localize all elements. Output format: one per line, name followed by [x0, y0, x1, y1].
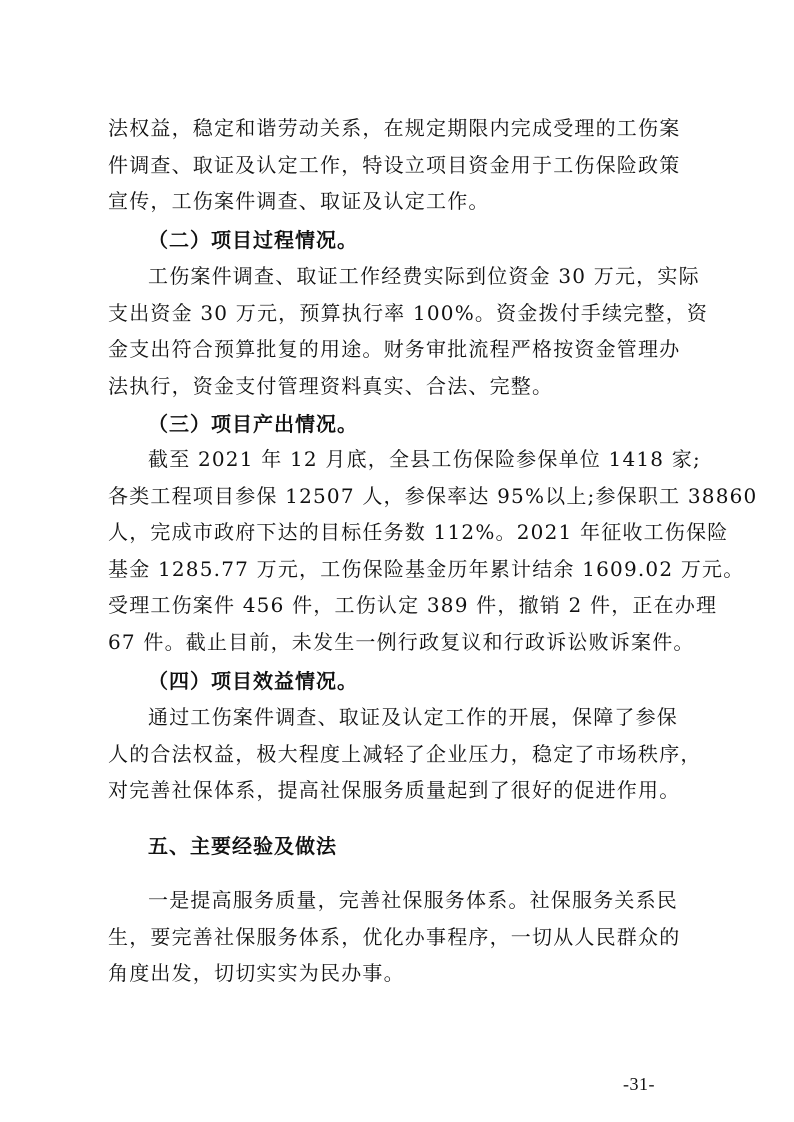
- text-line: 对完善社保体系，提高社保服务质量起到了很好的促进作用。: [108, 778, 681, 802]
- text-line: 宣传，工伤案件调查、取证及认定工作。: [108, 189, 490, 213]
- paragraph-experience: [108, 882, 681, 992]
- text-line: 角度出发，切切实实为民办事。: [108, 961, 405, 985]
- section-heading-process: （二）项目过程情况。: [148, 228, 358, 252]
- text-line: 金支出符合预算批复的用途。财务审批流程严格按资金管理办: [108, 337, 681, 361]
- text-line: 受理工伤案件 456 件，工伤认定 389 件，撤销 2 件，正在办理: [108, 593, 718, 617]
- section-heading-output: （三）项目产出情况。: [148, 412, 358, 436]
- paragraph-purpose-continued: [108, 110, 681, 220]
- paragraph-process: [108, 258, 709, 404]
- text-line: 支出资金 30 万元，预算执行率 100%。资金拨付手续完整，资: [108, 300, 709, 325]
- text-line: 法权益，稳定和谐劳动关系，在规定期限内完成受理的工伤案: [108, 116, 681, 140]
- section-heading-benefit: （四）项目效益情况。: [148, 669, 358, 693]
- text-line: 基金 1285.77 万元，工伤保险基金历年累计结余 1609.02 万元。: [108, 556, 745, 581]
- text-line: 一是提高服务质量，完善社保服务体系。社保服务关系民: [148, 888, 678, 912]
- text-line: 件调查、取证及认定工作，特设立项目资金用于工伤保险政策: [108, 152, 681, 177]
- paragraph-output: [108, 441, 758, 660]
- text-line: 工伤案件调查、取证工作经费实际到位资金 30 万元，实际: [148, 264, 700, 288]
- text-line: 人，完成市政府下达的目标任务数 112%。2021 年征收工伤保险: [108, 520, 729, 544]
- section-heading-experience: 五、主要经验及做法: [148, 834, 337, 858]
- text-line: 各类工程项目参保 12507 人，参保率达 95%以上;参保职工 38860: [108, 483, 758, 508]
- text-line: 生，要完善社保服务体系，优化办事程序，一切从人民群众的: [108, 924, 681, 949]
- text-line: 人的合法权益，极大程度上减轻了企业压力，稳定了市场秩序，: [108, 741, 702, 766]
- text-line: 截至 2021 年 12 月底，全县工伤保险参保单位 1418 家;: [148, 447, 701, 471]
- text-line: 67 件。截止目前，未发生一例行政复议和行政诉讼败诉案件。: [108, 629, 695, 654]
- paragraph-benefit: [108, 699, 702, 809]
- text-line: 通过工伤案件调查、取证及认定工作的开展，保障了参保: [148, 705, 678, 729]
- text-line: 法执行，资金支付管理资料真实、合法、完整。: [108, 373, 554, 398]
- page-number: -31-: [623, 1074, 655, 1094]
